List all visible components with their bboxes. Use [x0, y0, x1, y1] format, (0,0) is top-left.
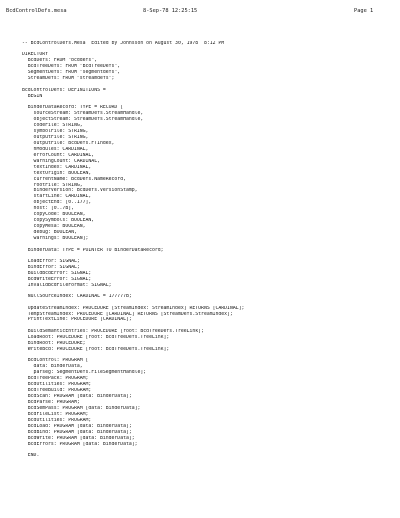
- code-line: objectStream: StreamDefs.StreamHandle,: [22, 116, 144, 122]
- page-number: 1: [369, 8, 374, 14]
- header-page-number: [354, 8, 373, 15]
- code-line: END.: [22, 453, 40, 459]
- code-line: nModules: CARDINAL,: [22, 146, 89, 152]
- code-line: errorCount: CARDINAL,: [22, 152, 95, 158]
- code-line: StreamDefs: FROM "streamdefs";: [22, 76, 115, 82]
- code-line: data: BinderData,: [22, 364, 83, 370]
- code-line: outputFile: STRING,: [22, 134, 89, 140]
- code-line: DIRECTORY: [22, 52, 48, 58]
- code-line: binderVersion: BcdDefs.VersionStamp,: [22, 188, 138, 194]
- code-line: TempStreamIndex: PROCEDURE [CARDINAL] RETURNS [StreamDefs.StreamIndex];: [22, 311, 233, 317]
- code-line: BcdErrors: PROGRAM [data: BinderData];: [22, 441, 138, 447]
- code-line: symbolFile: STRING,: [22, 128, 89, 134]
- code-line: parseg: SegmentDefs.FileSegmentHandle];: [22, 370, 147, 376]
- code-line: currentName: BcdDefs.NameRecord,: [22, 176, 126, 182]
- code-line: SegmentDefs: FROM "segmentdefs",: [22, 70, 121, 76]
- code-line: BcdScan: PROGRAM [data: BinderData];: [22, 393, 132, 399]
- code-line: BcdTreeDefs: FROM "BcdTreeDefs",: [22, 64, 121, 70]
- code-line: BcdParse: PROGRAM;: [22, 399, 80, 405]
- code-line: objectEnd: [0..177],: [22, 200, 92, 206]
- code-block: [22, 88, 394, 100]
- code-line: PrintTextLine: PROCEDURE [CARDINAL];: [22, 317, 132, 323]
- code-line: textOrigin: BOOLEAN,: [22, 170, 92, 176]
- code-line: BinderData: TYPE = POINTER TO BinderDataRecord;: [22, 247, 164, 253]
- code-block: [22, 329, 394, 353]
- code-line: LoadError: SIGNAL;: [22, 258, 80, 264]
- code-listing: [22, 41, 394, 459]
- code-line: UpdateStreamIndex: PROCEDURE [StreamIndex: StreamIndex] RETURNS [CARDINAL];: [22, 305, 245, 311]
- code-block: [22, 306, 394, 324]
- code-line: textIndex: CARDINAL,: [22, 164, 92, 170]
- code-line: InvalidBcdFileFormat: SIGNAL;: [22, 282, 112, 288]
- code-line: warningCount: CARDINAL,: [22, 158, 100, 164]
- code-block: [22, 259, 394, 289]
- code-line: BcdTreeBuild: PROGRAM;: [22, 387, 92, 393]
- code-line: BinderDataRecord: TYPE = RECORD [: [22, 104, 124, 110]
- code-line: host: [0..7B],: [22, 206, 74, 212]
- code-line: debug: BOOLEAN,: [22, 230, 77, 236]
- code-line: codeFile: STRING,: [22, 122, 83, 128]
- code-line: BindRoot: PROCEDURE;: [22, 340, 86, 346]
- code-line: BuildBcdError: SIGNAL;: [22, 270, 92, 276]
- header-date: 8-Sep-78 12:25:15: [143, 8, 198, 14]
- page-label: Page: [354, 8, 367, 14]
- code-line: BcdUtilities: PROGRAM;: [22, 381, 92, 387]
- code-line: BcdFileList: PROGRAM;: [22, 411, 89, 417]
- code-line: BcdDefs: FROM "bcddefs",: [22, 58, 98, 64]
- code-line: BEGIN: [22, 93, 43, 99]
- code-line: BcdControl: PROGRAM [: [22, 358, 89, 364]
- code-block: [22, 105, 394, 242]
- code-line: BuildSemanticEntries: PROCEDURE [root: BcdTreeDefs.TreeLink];: [22, 328, 204, 334]
- code-block: [22, 453, 394, 459]
- code-line: rootFile: STRING,: [22, 182, 83, 188]
- code-line: startLine: CARDINAL,: [22, 194, 92, 200]
- code-line: BcdLoad: PROGRAM [data: BinderData];: [22, 423, 132, 429]
- code-line: NullSourceIndex: CARDINAL = 177777B;: [22, 294, 132, 300]
- code-line: BcdUtilities: PROGRAM;: [22, 417, 92, 423]
- code-line: sourceStream: StreamDefs.StreamHandle,: [22, 110, 144, 116]
- code-line: BindError: SIGNAL;: [22, 264, 80, 270]
- code-line: WriteBcd: PROCEDURE [root: BcdTreeDefs.TreeLink];: [22, 346, 170, 352]
- code-line: BcdWrite: PROGRAM [data: BinderData];: [22, 435, 135, 441]
- code-line: BcdTreePack: PROGRAM;: [22, 376, 89, 382]
- code-line: copyMesa: BOOLEAN,: [22, 224, 86, 230]
- code-line: BcdBind: PROGRAM [data: BinderData];: [22, 429, 132, 435]
- code-block: [22, 52, 394, 82]
- code-block: [22, 358, 394, 448]
- code-line: outputFile: BcdDefs.FTIndex,: [22, 140, 115, 146]
- code-line: copySymbols: BOOLEAN,: [22, 218, 95, 224]
- code-line: BcdWriteError: SIGNAL;: [22, 276, 92, 282]
- code-line: LoadRoot: PROCEDURE [root: BcdTreeDefs.TreeLink];: [22, 334, 170, 340]
- code-line: -- BcdControlDefs.Mesa Edited by Johnsson on August 30, 1978 8:12 PM: [22, 41, 225, 46]
- code-line: BcdControlDefs: DEFINITIONS =: [22, 87, 106, 93]
- code-line: warnings: BOOLEAN];: [22, 236, 89, 242]
- code-line: copyCode: BOOLEAN,: [22, 212, 86, 218]
- header-filename: BcdControlDefs.mesa: [6, 8, 67, 14]
- code-line: BcdSemPass: PROGRAM [data: BinderData];: [22, 405, 141, 411]
